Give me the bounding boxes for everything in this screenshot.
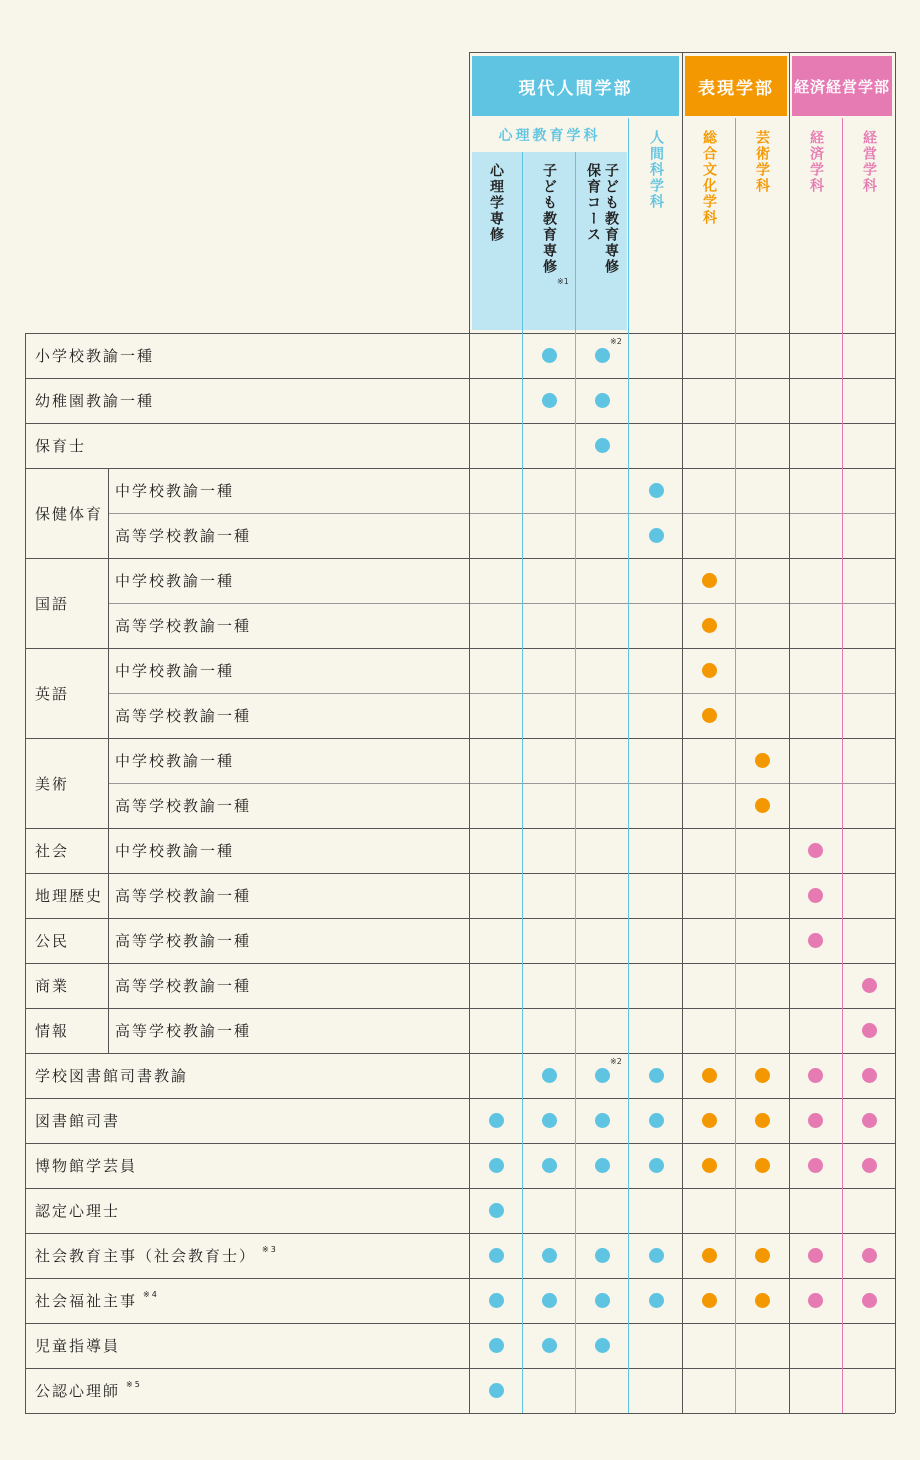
availability-dot (702, 1158, 717, 1173)
grid-line (25, 333, 26, 1413)
row-label (35, 1053, 188, 1098)
column-note-child-education: ※1 (557, 277, 569, 286)
table-row (25, 873, 895, 918)
grid-line (25, 873, 895, 874)
row-label-text: 高等学校教諭一種 (115, 617, 252, 635)
availability-dot (755, 1293, 770, 1308)
table-row (25, 1188, 895, 1233)
grid-line (469, 52, 470, 1413)
availability-dot (489, 1203, 504, 1218)
row-label-text: 中学校教諭一種 (115, 752, 235, 770)
availability-dot (649, 528, 664, 543)
availability-dot (649, 1068, 664, 1083)
grid-line (25, 378, 895, 379)
grid-line (628, 118, 629, 1413)
table-row (25, 1143, 895, 1188)
table-row (25, 558, 895, 613)
availability-dot (649, 1113, 664, 1128)
row-label (115, 558, 234, 603)
row-label (115, 468, 234, 513)
availability-dot (595, 348, 610, 363)
grid-line (108, 603, 895, 604)
row-group-label: 国語 (35, 594, 70, 613)
row-label-text: 中学校教諭一種 (115, 842, 235, 860)
availability-dot (808, 1293, 823, 1308)
row-label-text: 高等学校教諭一種 (115, 707, 252, 725)
row-label-text: 高等学校教諭一種 (115, 932, 252, 950)
table-row (25, 648, 895, 703)
availability-dot (755, 1113, 770, 1128)
table-row (25, 1368, 895, 1413)
row-group-label: 商業 (35, 977, 70, 995)
row-label (115, 783, 251, 828)
table-row (25, 693, 895, 738)
availability-dot (489, 1248, 504, 1263)
availability-dot (755, 1068, 770, 1083)
availability-dot (542, 1293, 557, 1308)
row-group-label: 情報 (35, 1022, 70, 1040)
availability-dot (702, 573, 717, 588)
row-label-note: ※4 (143, 1290, 159, 1299)
availability-dot (595, 438, 610, 453)
row-label-text: 図書館司書 (35, 1112, 121, 1130)
grid-line (25, 1233, 895, 1234)
availability-dot (808, 843, 823, 858)
sub-department-label: 心理教育学科 (498, 128, 601, 144)
row-label (115, 963, 251, 1008)
grid-line (25, 333, 895, 334)
table-row (25, 1278, 895, 1323)
row-label (35, 423, 86, 468)
availability-dot (702, 708, 717, 723)
availability-dot (595, 1248, 610, 1263)
row-label-text: 高等学校教諭一種 (115, 887, 252, 905)
availability-dot (489, 1158, 504, 1173)
column-label-general-culture: 総合文化学科 (701, 130, 717, 226)
grid-line (25, 423, 895, 424)
availability-dot (542, 1248, 557, 1263)
row-label (115, 693, 251, 738)
table-row (25, 1008, 895, 1053)
availability-dot (755, 1158, 770, 1173)
row-label-text: 小学校教諭一種 (35, 347, 155, 365)
availability-dot (808, 933, 823, 948)
grid-line (25, 1053, 895, 1054)
column-label-human-science: 人間科学科 (648, 130, 664, 210)
availability-dot (808, 1113, 823, 1128)
row-label-text: 児童指導員 (35, 1337, 121, 1355)
grid-line (789, 52, 790, 1413)
table-row (25, 333, 895, 378)
table-row (25, 603, 895, 648)
availability-dot (595, 1158, 610, 1173)
row-label (115, 738, 234, 783)
availability-dot (542, 393, 557, 408)
availability-dot (649, 1293, 664, 1308)
row-label-text: 社会福祉主事 (35, 1292, 138, 1310)
row-group-label: 公民 (35, 932, 70, 950)
row-label (35, 1278, 159, 1323)
grid-line (25, 1188, 895, 1189)
column-label-child-education: 子ども教育専修 (541, 163, 557, 275)
row-label-text: 高等学校教諭一種 (115, 1022, 252, 1040)
grid-line (108, 513, 895, 514)
availability-dot (755, 1248, 770, 1263)
grid-line (25, 918, 895, 919)
grid-line (522, 152, 523, 1413)
availability-dot (808, 1248, 823, 1263)
grid-line (25, 1143, 895, 1144)
row-label (115, 603, 251, 648)
column-label-art: 芸術学科 (754, 130, 770, 194)
table-row (25, 1053, 895, 1098)
grid-line (25, 558, 895, 559)
row-label-text: 中学校教諭一種 (115, 482, 235, 500)
cell-note: ※2 (610, 337, 622, 346)
grid-line (25, 1368, 895, 1369)
grid-line (25, 1098, 895, 1099)
table-row (25, 513, 895, 558)
grid-line (25, 738, 895, 739)
table-row (25, 1233, 895, 1278)
table-row (25, 423, 895, 468)
availability-dot (862, 1113, 877, 1128)
row-label-text: 高等学校教諭一種 (115, 797, 252, 815)
availability-dot (595, 1338, 610, 1353)
grid-line (25, 648, 895, 649)
table-row (25, 783, 895, 828)
grid-line (108, 693, 895, 694)
table-row (25, 828, 895, 873)
table-row (25, 468, 895, 523)
table-row (25, 963, 895, 1008)
row-label-text: 博物館学芸員 (35, 1157, 138, 1175)
availability-dot (649, 483, 664, 498)
availability-dot (808, 1068, 823, 1083)
availability-dot (755, 753, 770, 768)
grid-line (735, 118, 736, 1413)
row-label (115, 1008, 251, 1053)
column-label-economics: 経済学科 (808, 130, 824, 194)
row-label (115, 648, 234, 693)
row-label (115, 513, 251, 558)
cell-note: ※2 (610, 1057, 622, 1066)
table-row (25, 1098, 895, 1143)
availability-dot (489, 1113, 504, 1128)
column-label-psychology: 心理学専修 (488, 163, 504, 243)
availability-dot (595, 1113, 610, 1128)
availability-dot (595, 393, 610, 408)
row-label (35, 1098, 120, 1143)
availability-dot (862, 1158, 877, 1173)
faculty-header-expression: 表現学部 (685, 56, 787, 116)
availability-dot (649, 1248, 664, 1263)
availability-dot (702, 1248, 717, 1263)
table-row (25, 1323, 895, 1368)
grid-line (895, 52, 896, 1413)
row-label (35, 1143, 137, 1188)
row-group-label: 地理歴史 (35, 887, 104, 905)
row-label-text: 幼稚園教諭一種 (35, 392, 155, 410)
row-label-text: 学校図書館司書教諭 (35, 1067, 189, 1085)
grid-line (842, 118, 843, 1413)
row-label-text: 中学校教諭一種 (115, 572, 235, 590)
table-row (25, 378, 895, 423)
availability-dot (702, 1113, 717, 1128)
grid-line (25, 1413, 895, 1414)
grid-line (575, 152, 576, 1413)
row-label-note: ※5 (126, 1380, 142, 1389)
availability-dot (702, 1293, 717, 1308)
row-label (35, 1323, 120, 1368)
faculty-header-modern-human: 現代人間学部 (472, 56, 679, 116)
grid-line (25, 1008, 895, 1009)
column-label-childcare-course-line2: 保育コース (585, 163, 601, 243)
row-label-text: 高等学校教諭一種 (115, 977, 252, 995)
row-label (115, 918, 251, 963)
grid-line (108, 468, 109, 1053)
row-label-text: 社会教育主事（社会教育士） (35, 1247, 257, 1265)
row-group-label: 社会 (35, 842, 70, 860)
availability-dot (542, 348, 557, 363)
availability-dot (489, 1338, 504, 1353)
availability-dot (595, 1293, 610, 1308)
availability-dot (702, 618, 717, 633)
grid-line (682, 52, 683, 1413)
row-label (115, 828, 234, 873)
row-label (115, 873, 251, 918)
table-header (0, 0, 920, 333)
availability-dot (755, 798, 770, 813)
table-row (25, 918, 895, 963)
table-row (25, 738, 895, 793)
availability-dot (808, 888, 823, 903)
availability-dot (862, 1068, 877, 1083)
availability-dot (862, 1293, 877, 1308)
column-label-childcare-course-line1: 子ども教育専修 (603, 163, 619, 275)
row-label (35, 333, 154, 378)
faculty-header-economics: 経済経営学部 (792, 56, 892, 116)
availability-dot (649, 1158, 664, 1173)
availability-dot (702, 1068, 717, 1083)
row-group-label: 英語 (35, 684, 70, 703)
row-label (35, 378, 154, 423)
grid-line (25, 963, 895, 964)
row-label-note: ※3 (262, 1245, 278, 1254)
grid-line (25, 468, 895, 469)
availability-dot (489, 1293, 504, 1308)
availability-dot (808, 1158, 823, 1173)
row-label-text: 保育士 (35, 437, 87, 455)
availability-dot (862, 1248, 877, 1263)
column-label-management: 経営学科 (861, 130, 877, 194)
grid-line (108, 783, 895, 784)
availability-dot (862, 978, 877, 993)
grid-line (25, 1278, 895, 1279)
availability-dot (542, 1158, 557, 1173)
availability-dot (862, 1023, 877, 1038)
row-label-text: 中学校教諭一種 (115, 662, 235, 680)
row-label-text: 認定心理士 (35, 1202, 121, 1220)
availability-dot (542, 1068, 557, 1083)
row-group-label: 美術 (35, 774, 70, 793)
availability-dot (542, 1338, 557, 1353)
row-group-label: 保健体育 (35, 504, 104, 523)
row-label (35, 1233, 278, 1278)
row-label-text: 高等学校教諭一種 (115, 527, 252, 545)
availability-dot (489, 1383, 504, 1398)
grid-line (25, 828, 895, 829)
availability-dot (542, 1113, 557, 1128)
grid-line (25, 1323, 895, 1324)
availability-dot (702, 663, 717, 678)
availability-dot (595, 1068, 610, 1083)
row-label (35, 1188, 120, 1233)
row-label-text: 公認心理師 (35, 1382, 121, 1400)
row-label (35, 1368, 142, 1413)
